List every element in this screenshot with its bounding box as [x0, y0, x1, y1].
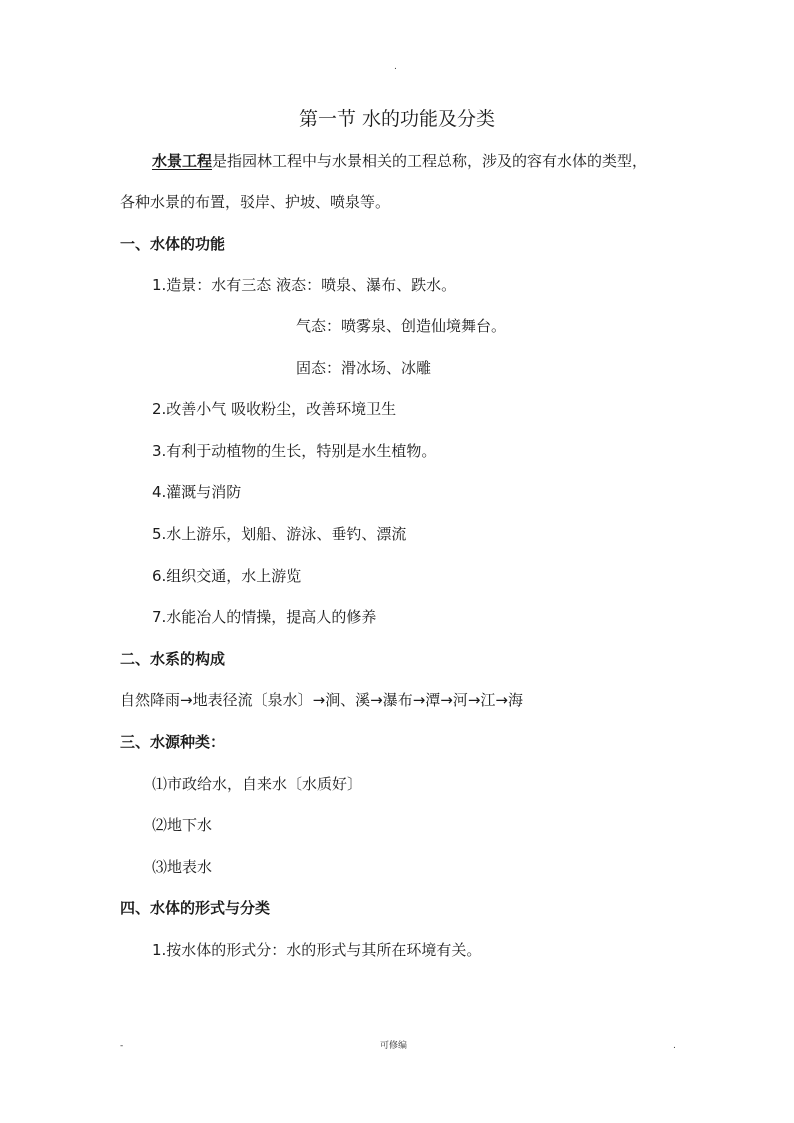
- function-item-5: 5.水上游乐，划船、游泳、垂钓、漂流: [152, 525, 407, 543]
- function-item-3: 3.有利于动植物的生长，特别是水生植物。: [152, 442, 437, 460]
- intro-paragraph-line2: 各种水景的布置，驳岸、护坡、喷泉等。: [120, 193, 391, 211]
- function-item-1-gas: 气态：喷雾泉、创造仙境舞台。: [296, 317, 507, 335]
- key-term: 水景工程: [152, 152, 213, 170]
- section-heading-3: 三、水源种类：: [120, 733, 226, 751]
- function-item-1-solid: 固态：滑冰场、冰雕: [296, 359, 432, 377]
- function-item-6: 6.组织交通，水上游览: [152, 567, 302, 585]
- function-item-7: 7.水能冶人的情操，提高人的修养: [152, 608, 377, 626]
- footer-editable-note: 可修编: [380, 1041, 408, 1051]
- footer-left-mark: -: [120, 1041, 124, 1051]
- section-heading-2: 二、水系的构成: [120, 650, 226, 668]
- water-source-item-2: ⑵地下水: [152, 816, 213, 834]
- water-system-chain: 自然降雨→地表径流〔泉水〕→涧、溪→瀑布→潭→河→江→海: [120, 691, 523, 709]
- intro-text: 是指园林工程中与水景相关的工程总称，涉及的容有水体的类型，: [212, 152, 648, 170]
- footer-right-mark: .: [673, 1041, 676, 1051]
- intro-paragraph-line1: [152, 150, 647, 172]
- function-item-2: 2.改善小气 吸收粉尘，改善环境卫生: [152, 400, 397, 418]
- page-title: 第一节 水的功能及分类: [298, 108, 496, 130]
- water-source-item-1: ⑴市政给水，自来水〔水质好〕: [152, 775, 363, 793]
- water-source-item-3: ⑶地表水: [152, 858, 213, 876]
- section-heading-4: 四、水体的形式与分类: [120, 899, 271, 917]
- header-mark: .: [394, 62, 397, 72]
- form-classification-item-1: 1.按水体的形式分：水的形式与其所在环境有关。: [152, 941, 482, 959]
- function-item-1: 1.造景：水有三态 液态：喷泉、瀑布、跌水。: [152, 276, 457, 294]
- section-heading-1: 一、水体的功能: [120, 235, 226, 253]
- function-item-4: 4.灌溉与消防: [152, 483, 242, 501]
